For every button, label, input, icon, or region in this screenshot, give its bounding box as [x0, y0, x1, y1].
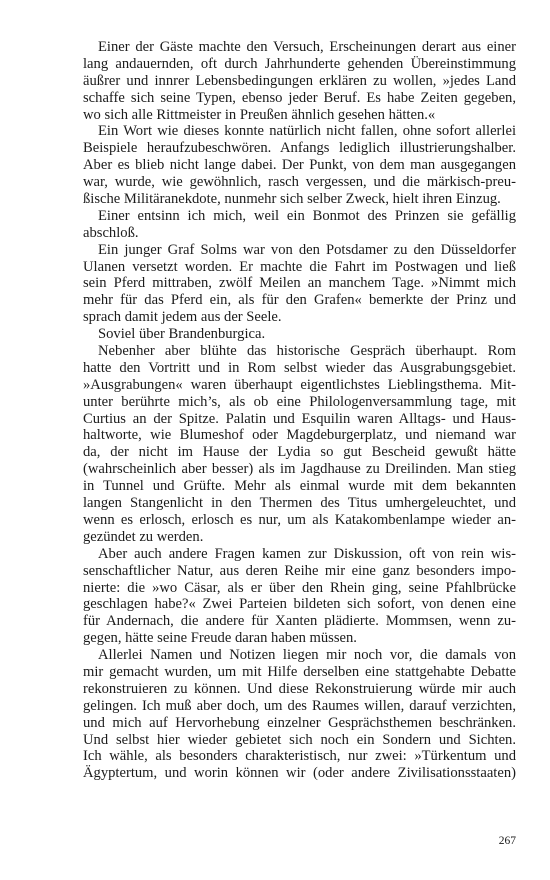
paragraph — [83, 343, 516, 546]
text-line: da, der nicht im Hause der Lydia so gut Bescheid gewußt hätte — [83, 444, 516, 461]
text-line: Ulanen versetzt worden. Er machte die Fahrt im Postwagen und ließ — [83, 258, 516, 275]
text-line: wenn es erlosch, erlosch es nur, um als Katakombenlampe wieder an- — [83, 511, 516, 528]
text-line: abschloß. — [83, 224, 139, 241]
text-line: gegen, hätte seine Freude daran haben müssen. — [83, 630, 357, 647]
text-line: Ein Wort wie dieses konnte natürlich nicht fallen, ohne sofort allerlei — [98, 123, 516, 140]
text-line: Nebenher aber blühte das historische Gespräch überhaupt. Rom — [98, 343, 516, 360]
text-line: (wahrscheinlich aber besser) als im Jagdhause zu Dreilinden. Man stieg — [83, 461, 516, 478]
text-line: Ich wähle, als besonders charakteristisch, nur zwei: »Türkentum und — [83, 748, 516, 765]
text-line: geschlagen habe?« Zwei Parteien bildeten sich sofort, von denen eine — [83, 596, 516, 613]
text-line: sprach damit jedem aus der Seele. — [83, 309, 282, 326]
paragraph — [83, 546, 516, 647]
text-line: und mich auf Hervorhebung einzelner Gesprächsthemen beschränken. — [83, 714, 516, 731]
text-line: lang andauernden, oft durch Jahrhunderte gehenden Übereinstimmung — [83, 55, 516, 72]
text-line: Soviel über Brandenburgica. — [98, 326, 266, 343]
text-line: Ägyptertum, und worin können wir (oder andere Zivilisationsstaaten) — [83, 765, 516, 782]
body-text — [83, 39, 516, 782]
text-line: war, wurde, wie gewöhnlich, rasch vergessen, und die märkisch-preu- — [83, 174, 516, 191]
paragraph — [83, 326, 516, 343]
text-line: nierte: die »wo Cäsar, als er über den Rhein ging, seine Pfahlbrücke — [83, 579, 516, 596]
text-line: sein Pferd mittraben, zwölf Meilen an manchem Tage. »Nimmt mich — [83, 275, 516, 292]
text-line: unter berührte mich’s, als ob eine Philologenversammlung tage, mit — [83, 393, 516, 410]
paragraph — [83, 208, 516, 242]
text-line: Aber es blieb nicht lange dabei. Der Punkt, von dem man ausgegangen — [83, 157, 516, 174]
text-line: Allerlei Namen und Notizen liegen mir noch vor, die damals von — [98, 647, 516, 664]
paragraph — [83, 123, 516, 207]
text-line: äußrer und innrer Lebensbedingungen erklären zu wollen, »jedes Land — [83, 72, 516, 89]
text-line: gezündet zu werden. — [83, 528, 204, 545]
text-line: Einer der Gäste machte den Versuch, Erscheinungen derart aus einer — [98, 39, 516, 55]
text-line: Und selbst hier wieder gebietet sich noch ein Sondern und Sichten. — [83, 731, 516, 748]
text-line: »Ausgrabungen« waren überhaupt eigentlichstes Lieblingsthema. Mit- — [83, 376, 516, 393]
text-line: für Andernach, die andere für Xanten plädierte. Mommsen, wenn zu- — [83, 613, 516, 630]
paragraph — [83, 647, 516, 782]
text-line: senschaftlicher Natur, aus deren Reihe mir eine ganz besonders impo- — [83, 562, 516, 579]
text-line: in Tunnel und Grüfte. Mehr als einmal wurde mit dem bekannten — [83, 478, 516, 495]
page-number: 267 — [498, 835, 516, 847]
text-line: langen Stangenlicht in den Thermen des Titus umhergeleuchtet, und — [83, 495, 516, 512]
text-line: mehr für das Pferd ein, als für den Grafen« bemerkte der Prinz und — [83, 292, 516, 309]
text-line: Aber auch andere Fragen kamen zur Diskussion, oft von rein wis- — [98, 545, 516, 562]
paragraph — [83, 242, 516, 326]
text-line: Beispiele heraufzubeschwören. Anfangs lediglich illustrierungshalber. — [83, 140, 516, 157]
text-line: hatte den Vortritt und in Rom selbst wieder das Ausgrabungsgebiet. — [83, 359, 516, 376]
text-line: Einer entsinn ich mich, weil ein Bonmot des Prinzen sie gefällig — [98, 207, 516, 224]
text-line: ßische Militäranekdote, nunmehr sich selber Zweck, hielt ihren Einzug. — [83, 191, 501, 208]
text-line: Ein junger Graf Solms war von den Potsdamer zu den Düsseldorfer — [98, 241, 516, 258]
text-line: Curtius an der Spitze. Palatin und Esquilin waren Alltags- und Haus- — [83, 410, 516, 427]
text-line: schaffe sich seine Typen, ebenso jeder Beruf. Es habe Zeiten gegeben, — [83, 89, 516, 106]
paragraph — [83, 39, 516, 123]
text-line: haltworte, wie Blumeshof oder Magdeburgerplatz, und niemand war — [83, 427, 516, 444]
text-line: rekonstruieren zu können. Und diese Rekonstruierung würde mir auch — [83, 680, 516, 697]
text-line: gelingen. Ich muß aber doch, um des Raumes willen, darauf verzichten, — [83, 697, 516, 714]
text-line: mir gemacht wurden, um mit Hilfe derselben eine stattgehabte Debatte — [83, 663, 516, 680]
text-line: wo sich alle Rittmeister in Preußen ähnlich gesehen hätten.« — [83, 106, 436, 123]
